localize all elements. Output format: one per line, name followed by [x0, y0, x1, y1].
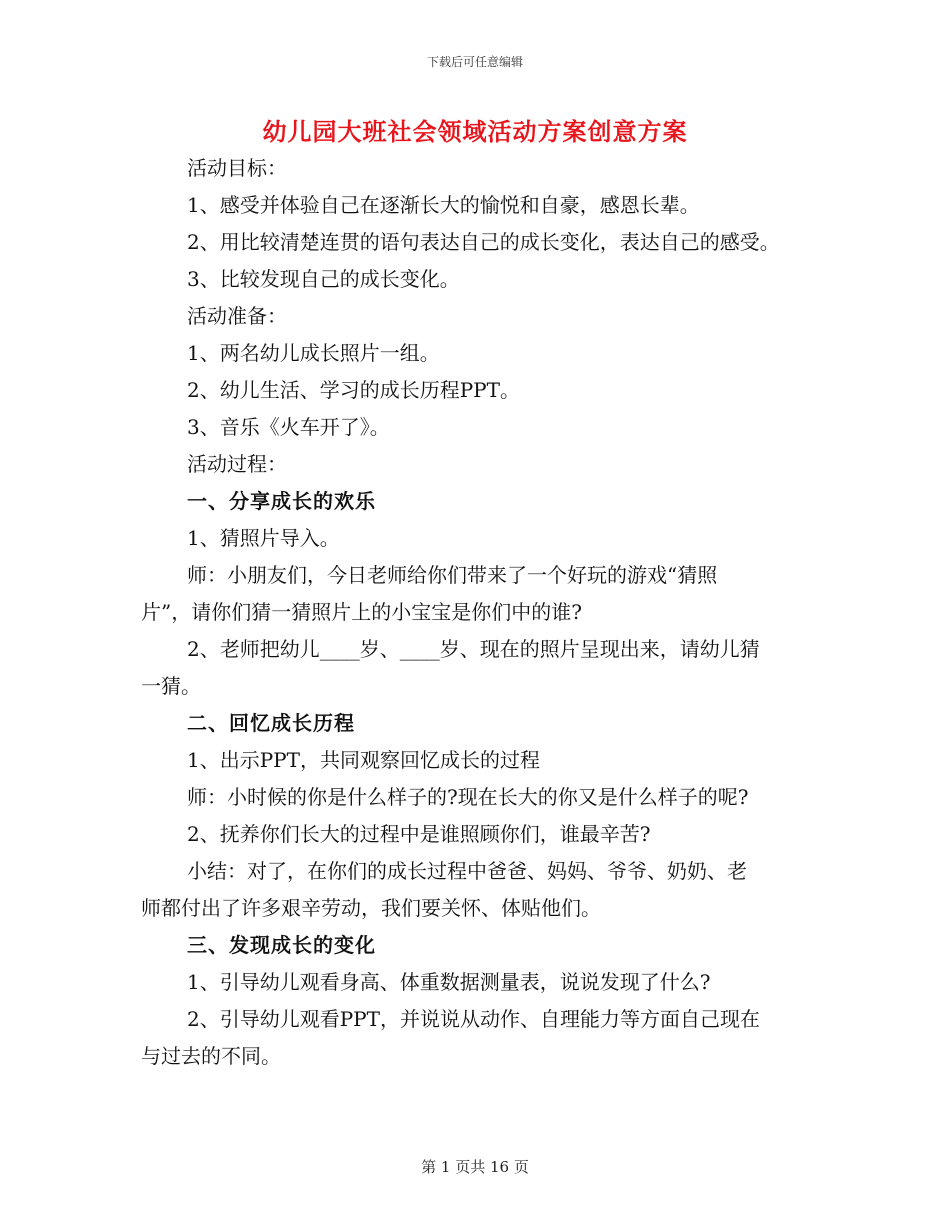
- paragraph-line: 2、引导幼儿观看PPT，并说说从动作、自理能力等方面自己现在: [187, 1007, 760, 1031]
- paragraph-line: 1、出示PPT，共同观察回忆成长的过程: [187, 748, 540, 772]
- section-heading-2: 二、回忆成长历程: [187, 711, 355, 735]
- paragraph-line: 小结：对了，在你们的成长过程中爸爸、妈妈、爷爷、奶奶、老: [187, 859, 747, 883]
- document-body: [141, 150, 831, 1075]
- section-label-preparation: 活动准备：: [187, 304, 287, 328]
- paragraph-line: 2、抚养你们长大的过程中是谁照顾你们，谁最辛苦?: [187, 822, 651, 846]
- paragraph-line: 师都付出了许多艰辛劳动，我们要关怀、体贴他们。: [141, 896, 601, 920]
- paragraph-line: 片”，请你们猜一猜照片上的小宝宝是你们中的谁?: [141, 600, 582, 624]
- page-footer: 第 1 页共 16 页: [421, 1158, 529, 1176]
- paragraph-line: 3、音乐《火车开了》。: [187, 415, 390, 439]
- paragraph-line: 1、感受并体验自己在逐渐长大的愉悦和自豪，感恩长辈。: [187, 193, 700, 217]
- paragraph-line: 师：小朋友们，今日老师给你们带来了一个好玩的游戏“猜照: [187, 563, 718, 587]
- paragraph-line: 3、比较发现自己的成长变化。: [187, 267, 460, 291]
- paragraph-line: 1、猜照片导入。: [187, 526, 340, 550]
- section-label-goals: 活动目标：: [187, 156, 287, 180]
- paragraph-line: 2、用比较清楚连贯的语句表达自己的成长变化，表达自己的感受。: [187, 230, 780, 254]
- paragraph-line: 2、幼儿生活、学习的成长历程PPT。: [187, 378, 520, 402]
- section-heading-1: 一、分享成长的欢乐: [187, 489, 376, 513]
- paragraph-line: 师：小时候的你是什么样子的?现在长大的你又是什么样子的呢?: [187, 785, 749, 809]
- paragraph-line: 1、引导幼儿观看身高、体重数据测量表，说说发现了什么?: [187, 970, 711, 994]
- paragraph-line: 与过去的不同。: [141, 1044, 281, 1068]
- paragraph-line: 2、老师把幼儿____岁、____岁、现在的照片呈现出来，请幼儿猜: [187, 637, 760, 661]
- paragraph-line: 一猜。: [141, 674, 201, 698]
- section-heading-3: 三、发现成长的变化: [187, 933, 376, 957]
- header-note: 下载后可任意编辑: [426, 55, 523, 69]
- paragraph-line: 1、两名幼儿成长照片一组。: [187, 341, 440, 365]
- section-label-process: 活动过程：: [187, 452, 287, 476]
- document-title: 幼儿园大班社会领域活动方案创意方案: [262, 117, 688, 146]
